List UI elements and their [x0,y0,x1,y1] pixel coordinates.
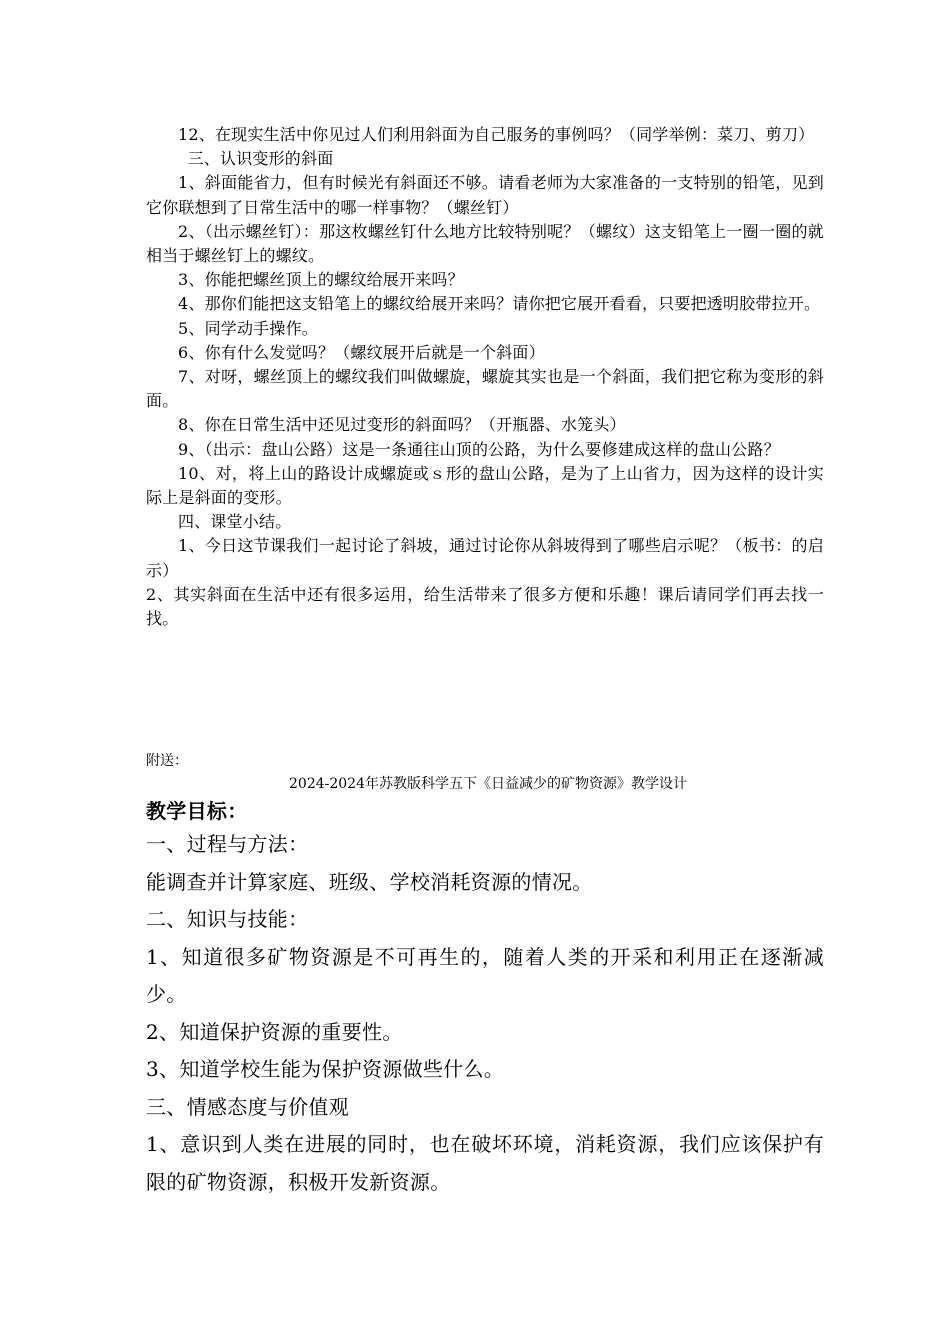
paragraph: 5、同学动手操作。 [178,318,318,338]
paragraph: 7、对呀，螺丝顶上的螺纹我们叫做螺旋，螺旋其实也是一个斜面，我们把它称为变形的斜面。 [146,367,824,411]
goal-item: 能调查并计算家庭、班级、学校消耗资源的情况。 [146,869,593,894]
paragraph: 2、其实斜面在生活中还有很多运用，给生活带来了很多方便和乐趣！课后请同学们再去找一找。 [146,584,824,629]
goal-item: 3、知道学校生能为保护资源做些什么。 [146,1057,505,1081]
goals-title: 教学目标： [146,799,248,823]
paragraph: 8、你在日常生活中还见过变形的斜面吗？（开瓶器、水笼头） [178,415,626,435]
goal-heading: 二、知识与技能： [146,907,309,931]
goal-heading: 三、情感态度与价值观 [146,1094,349,1119]
paragraph: 1、今日这节课我们一起讨论了斜坡，通过讨论你从斜坡得到了哪些启示呢？（板书：的启示） [146,536,824,580]
paragraph: 9、（出示：盘山公路）这是一条通往山顶的公路，为什么要修建成这样的盘山公路？ [178,439,780,459]
paragraph: 6、你有什么发觉吗？（螺纹展开后就是一个斜面） [178,342,545,362]
goal-heading: 一、过程与方法： [146,832,309,856]
goal-item: 2、知道保护资源的重要性。 [146,1019,403,1044]
lesson-continuation [146,123,824,631]
annex-title: 2024-2024年苏教版科学五下《日益减少的矿物资源》教学设计 [289,776,687,792]
teaching-goals [146,796,824,1201]
goal-item: 1、意识到人类在进展的同时，也在破坏环境，消耗资源，我们应该保护有限的矿物资源，积极开发新资源。 [146,1132,824,1194]
annex-label: 附送： [146,753,188,769]
paragraph: 2、（出示螺丝钉）：那这枚螺丝钉什么地方比较特别呢？（螺纹）这支铅笔上一圈一圈的就相当于螺丝钉上的螺纹。 [146,221,824,266]
section-heading: 四、课堂小结。 [178,512,292,532]
paragraph: 12、在现实生活中你见过人们利用斜面为自己服务的事例吗？（同学举例：菜刀、剪刀） [178,125,815,144]
goal-item: 1、知道很多矿物资源是不可再生的，随着人类的开采和利用正在逐渐减少。 [146,944,824,1006]
paragraph: 10、对，将上山的路设计成螺旋或ｓ形的盘山公路，是为了上山省力，因为这样的设计实际上是斜面的变形。 [146,463,824,508]
paragraph: 3、你能把螺丝顶上的螺纹给展开来吗？ [178,270,464,290]
paragraph: 1、斜面能省力，但有时候光有斜面还不够。请看老师为大家准备的一支特别的铅笔，见到它你联想到了日常生活中的哪一样事物？（螺丝钉） [146,173,824,217]
paragraph: 4、那你们能把这支铅笔上的螺纹给展开来吗？请你把它展开看看，只要把透明胶带拉开。 [178,294,821,314]
section-heading: 三、认识变形的斜面 [187,149,334,169]
